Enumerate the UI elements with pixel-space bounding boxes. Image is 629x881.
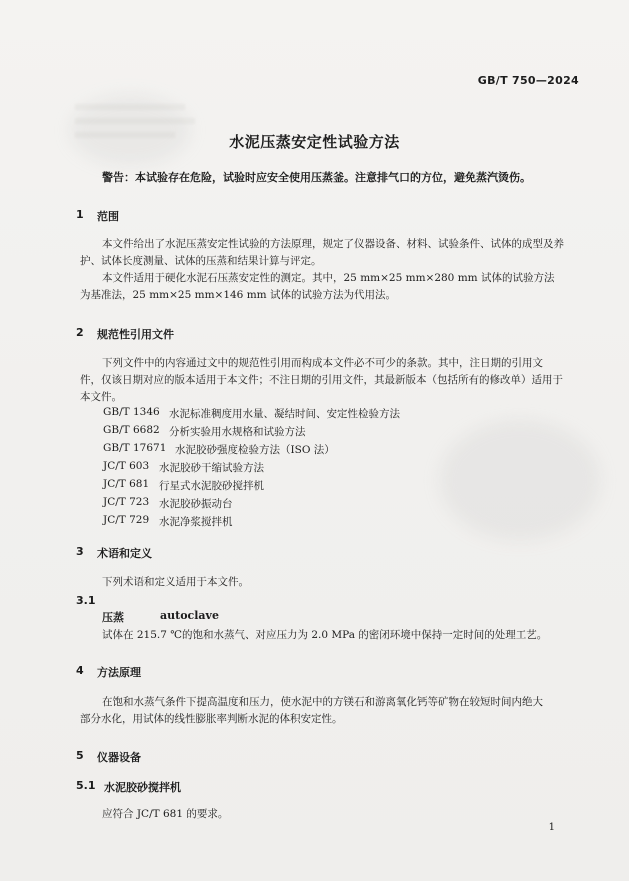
scan-ghost-line [75,118,195,124]
section-2-para-line-3: 本文件。 [80,391,122,403]
section-5-title: 仪器设备 [97,751,141,764]
reference-title: 分析实验用水规格和试验方法 [169,426,306,438]
section-1-para-1-line-2: 护、试体长度测量、试体的压蒸和结果计算与评定。 [80,255,322,267]
standard-code: GB/T 750—2024 [477,74,579,87]
reference-title: 水泥胶砂振动台 [159,498,233,510]
reference-code: GB/T 17671 [103,442,167,454]
section-1-para-1-line-1: 本文件给出了水泥压蒸安定性试验的方法原理，规定了仪器设备、材料、试验条件、试体的成型及养 [102,238,564,250]
subsection-5-1-number: 5.1 [76,779,96,792]
section-1-title: 范围 [97,210,119,223]
section-3-title: 术语和定义 [97,547,152,560]
section-4-para-line-1: 在饱和水蒸气条件下提高温度和压力，使水泥中的方镁石和游离氧化钙等矿物在较短时间内绝大 [102,696,543,708]
section-2-number: 2 [76,326,84,339]
scan-smudge [440,420,600,540]
reference-title: 水泥胶砂干缩试验方法 [159,462,264,474]
section-2-para-line-1: 下列文件中的内容通过文中的规范性引用而构成本文件必不可少的条款。其中，注日期的引用文 [102,357,543,369]
warning-text: 警告：本试验存在危险，试验时应安全使用压蒸釜。注意排气口的方位，避免蒸汽烫伤。 [102,171,531,184]
subsection-5-1-para: 应符合 JC/T 681 的要求。 [102,808,229,820]
section-1-number: 1 [76,208,84,221]
section-2-title: 规范性引用文件 [97,328,174,341]
scan-ghost-line [75,104,185,110]
reference-code: JC/T 603 [103,460,150,472]
reference-title: 水泥标准稠度用水量、凝结时间、安定性检验方法 [169,408,400,420]
term-english: autoclave [160,609,219,622]
section-5-number: 5 [76,749,84,762]
page-number: 1 [548,822,555,833]
reference-code: GB/T 1346 [103,406,160,418]
section-1-para-2-line-2: 为基准法，25 mm×25 mm×146 mm 试体的试验方法为代用法。 [80,289,396,301]
term-number: 3.1 [76,594,96,607]
reference-code: JC/T 729 [103,514,150,526]
term-chinese: 压蒸 [102,611,124,624]
reference-title: 水泥净浆搅拌机 [159,516,233,528]
section-4-para-line-2: 部分水化，用试体的线性膨胀率判断水泥的体积安定性。 [80,713,343,725]
subsection-5-1-title: 水泥胶砂搅拌机 [104,781,181,794]
section-3-number: 3 [76,545,84,558]
section-1-para-2-line-1: 本文件适用于硬化水泥石压蒸安定性的测定。其中，25 mm×25 mm×280 mm 试体的试验方法 [102,272,555,284]
section-4-number: 4 [76,664,84,677]
reference-code: JC/T 723 [103,496,150,508]
reference-title: 水泥胶砂强度检验方法（ISO 法） [175,444,335,456]
section-2-para-line-2: 件，仅该日期对应的版本适用于本文件；不注日期的引用文件，其最新版本（包括所有的修改单）适用于 [80,374,563,386]
section-4-title: 方法原理 [97,666,141,679]
reference-code: GB/T 6682 [103,424,160,436]
reference-title: 行星式水泥胶砂搅拌机 [159,480,264,492]
document-title: 水泥压蒸安定性试验方法 [229,133,400,151]
section-3-para: 下列术语和定义适用于本文件。 [102,576,249,588]
reference-code: JC/T 681 [103,478,150,490]
term-definition: 试体在 215.7 ℃的饱和水蒸气、对应压力为 2.0 MPa 的密闭环境中保持一定时间的处理工艺。 [102,629,548,641]
